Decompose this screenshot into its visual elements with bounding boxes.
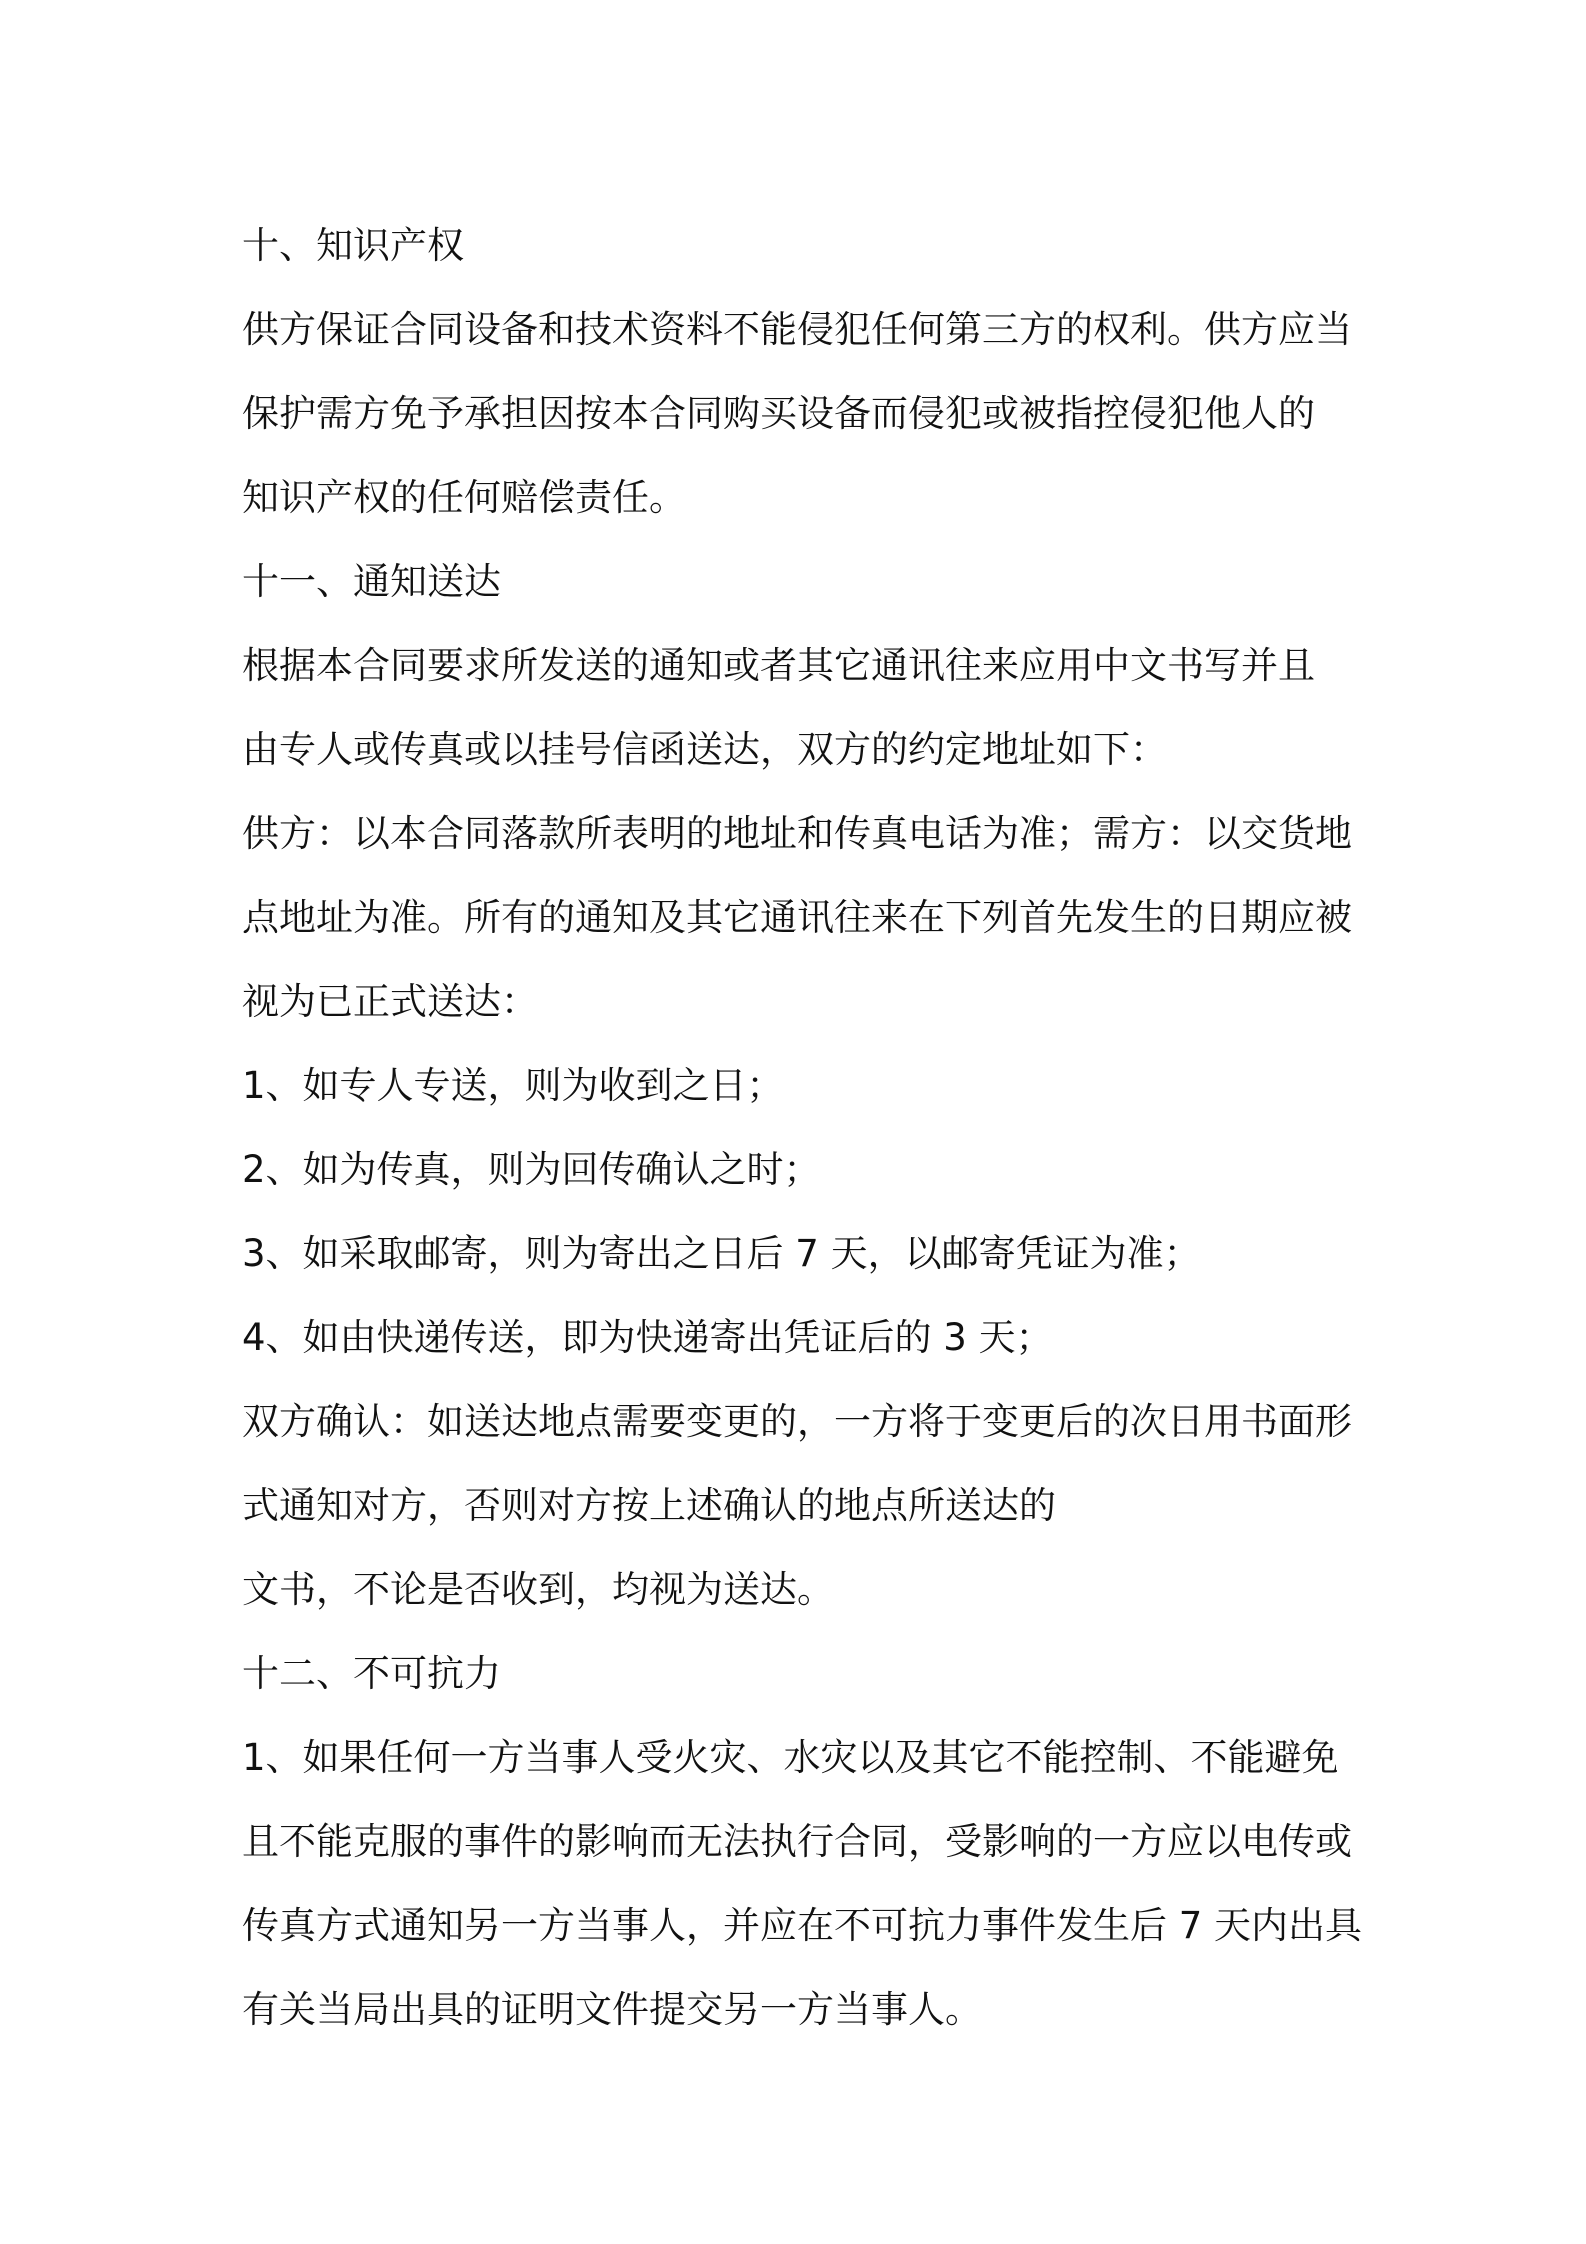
paragraph-line: 保护需方免予承担因按本合同购买设备而侵犯或被指控侵犯他人的 — [242, 392, 1315, 435]
paragraph-line: 有关当局出具的证明文件提交另一方当事人。 — [242, 1988, 982, 2031]
list-item: 1、如专人专送，则为收到之日； — [242, 1064, 784, 1107]
document-body — [242, 204, 1362, 2052]
section-heading-ip: 十、知识产权 — [242, 224, 464, 267]
paragraph-line: 供方：以本合同落款所表明的地址和传真电话为准；需方：以交货地 — [242, 812, 1352, 855]
section-heading-notice: 十一、通知送达 — [242, 560, 501, 603]
paragraph-line: 知识产权的任何赔偿责任。 — [242, 476, 686, 519]
list-item: 4、如由快递传送，即为快递寄出凭证后的 3 天； — [242, 1316, 1053, 1359]
paragraph-line: 供方保证合同设备和技术资料不能侵犯任何第三方的权利。供方应当 — [242, 308, 1352, 351]
section-heading-force-majeure: 十二、不可抗力 — [242, 1652, 501, 1695]
list-item: 3、如采取邮寄，则为寄出之日后 7 天，以邮寄凭证为准； — [242, 1232, 1201, 1275]
list-item: 2、如为传真，则为回传确认之时； — [242, 1148, 821, 1191]
paragraph-line: 点地址为准。所有的通知及其它通讯往来在下列首先发生的日期应被 — [242, 896, 1352, 939]
paragraph-line: 双方确认：如送达地点需要变更的，一方将于变更后的次日用书面形 — [242, 1400, 1352, 1443]
paragraph-line: 由专人或传真或以挂号信函送达，双方的约定地址如下： — [242, 728, 1167, 771]
paragraph-line: 视为已正式送达： — [242, 980, 538, 1023]
paragraph-line: 文书，不论是否收到，均视为送达。 — [242, 1568, 834, 1611]
paragraph-line: 且不能克服的事件的影响而无法执行合同，受影响的一方应以电传或 — [242, 1820, 1352, 1863]
paragraph-line: 式通知对方，否则对方按上述确认的地点所送达的 — [242, 1484, 1056, 1527]
paragraph-line: 传真方式通知另一方当事人，并应在不可抗力事件发生后 7 天内出具 — [242, 1904, 1363, 1947]
paragraph-line: 根据本合同要求所发送的通知或者其它通讯往来应用中文书写并且 — [242, 644, 1315, 687]
list-item: 1、如果任何一方当事人受火灾、水灾以及其它不能控制、不能避免 — [242, 1736, 1339, 1779]
